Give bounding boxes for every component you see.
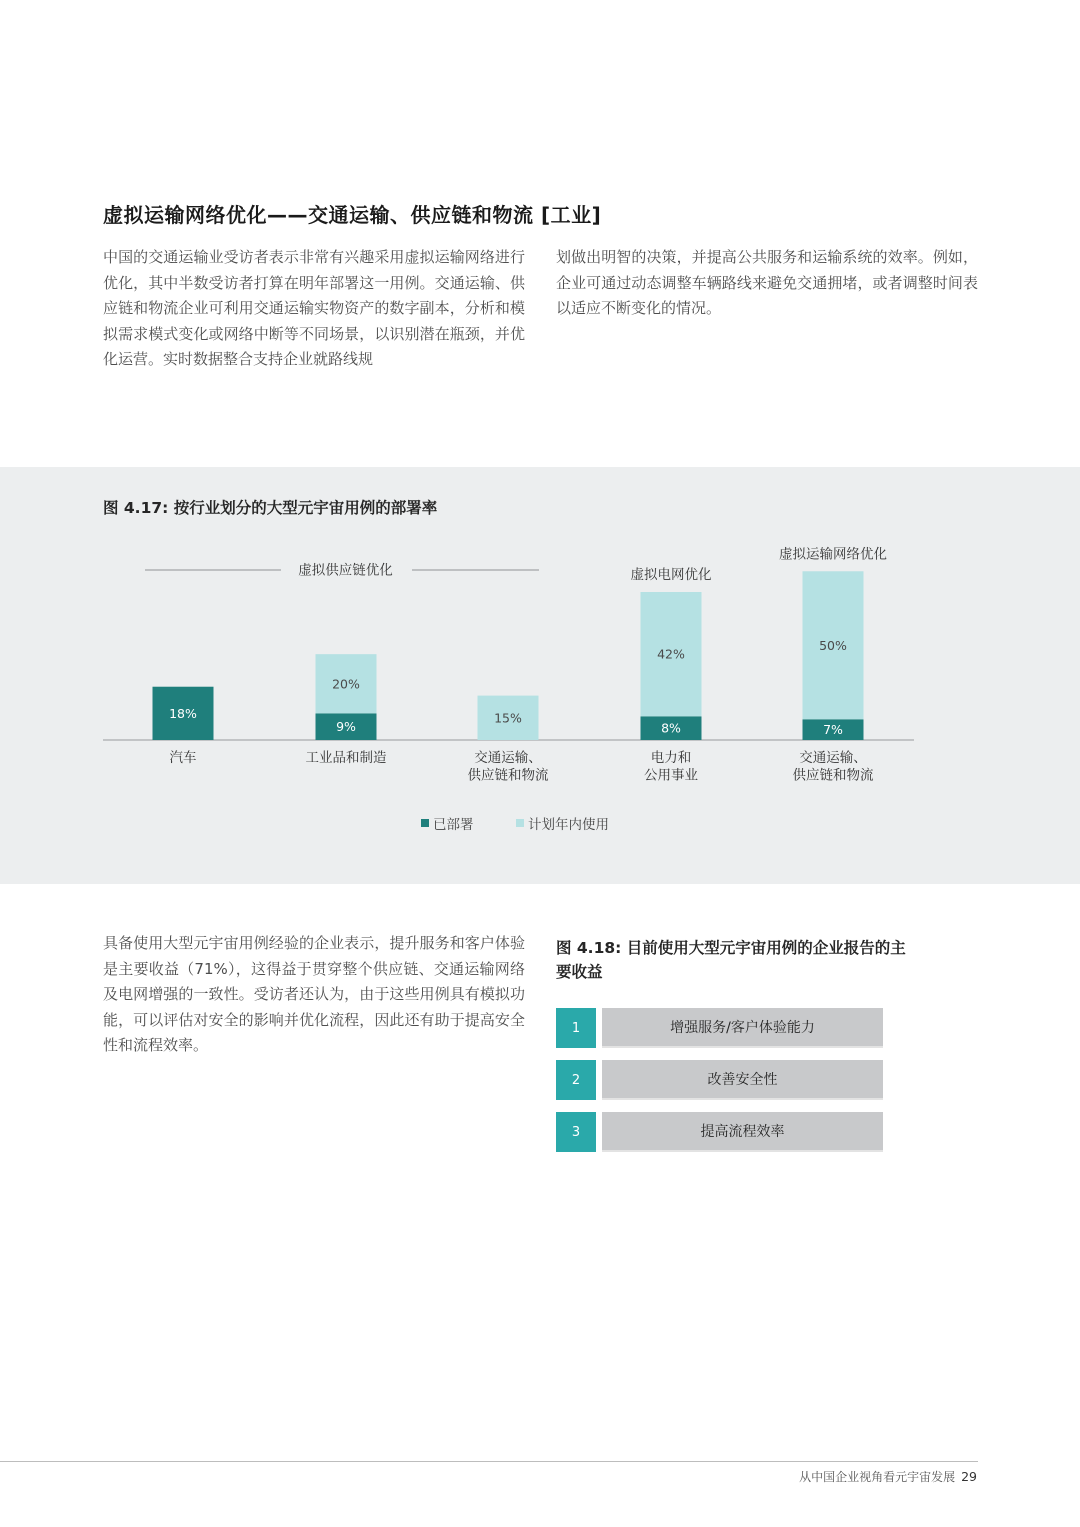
benefit-item xyxy=(556,1008,883,1048)
legend-label-planned: 计划年内使用 xyxy=(528,817,609,833)
bar-value-label: 42% xyxy=(657,646,685,662)
bar-value-label: 15% xyxy=(494,710,522,726)
benefit-label: 改善安全性 xyxy=(602,1060,883,1100)
body-paragraph-1: 中国的交通运输业受访者表示非常有兴趣采用虚拟运输网络进行优化，其中半数受访者打算在明年部署这一用例。交通运输、供应链和物流企业可利用交通运输实物资产的数字副本，分析和模拟需求模式变化或网络中断等不同场景，以识别潜在瓶颈，并优化运营。实时数据整合支持企业就路线规 xyxy=(103,248,525,368)
bar-value-label: 8% xyxy=(661,720,681,736)
category-label: 电力和 xyxy=(650,750,692,766)
group-label: 虚拟供应链优化 xyxy=(298,562,393,579)
benefit-item xyxy=(556,1112,883,1152)
benefit-label: 提高流程效率 xyxy=(602,1112,883,1152)
figure-4-17-title: 图 4.17: 按行业划分的大型元宇宙用例的部署率 xyxy=(103,499,438,517)
benefit-rank: 1 xyxy=(556,1008,596,1048)
benefit-item xyxy=(556,1060,883,1100)
category-label: 公用事业 xyxy=(644,767,698,784)
page-number: 29 xyxy=(961,1469,977,1484)
chart-legend xyxy=(0,813,1080,833)
group-label: 虚拟电网优化 xyxy=(630,567,712,583)
category-label: 供应链和物流 xyxy=(467,767,549,784)
benefit-label: 增强服务/客户体验能力 xyxy=(602,1008,883,1048)
category-label: 供应链和物流 xyxy=(792,767,874,784)
legend-swatch-deployed xyxy=(421,819,429,827)
bar-value-label: 50% xyxy=(819,637,847,653)
legend-swatch-planned xyxy=(516,819,524,827)
footer xyxy=(799,1468,977,1485)
footer-title: 从中国企业视角看元宇宙发展 xyxy=(799,1470,956,1484)
benefit-rank: 3 xyxy=(556,1112,596,1152)
benefit-rank: 2 xyxy=(556,1060,596,1100)
figure-4-18-title: 图 4.18: 目前使用大型元宇宙用例的企业报告的主要收益 xyxy=(556,939,906,981)
bar-value-label: 7% xyxy=(823,722,843,738)
bar-value-label: 20% xyxy=(332,676,360,692)
legend-item-planned xyxy=(516,813,609,833)
category-label: 汽车 xyxy=(169,750,197,766)
group-label: 虚拟运输网络优化 xyxy=(779,546,887,563)
category-label: 交通运输、 xyxy=(474,750,542,766)
bar-value-label: 9% xyxy=(336,719,356,735)
deployment-rate-chart xyxy=(0,467,1080,812)
body-paragraph-3: 具备使用大型元宇宙用例经验的企业表示，提升服务和客户体验是主要收益（71%），这得益于贯穿整个供应链、交通运输网络及电网增强的一致性。受访者还认为，由于这些用例具有模拟功能，可以评估对安全的影响并优化流程，因此还有助于提高安全性和流程效率。 xyxy=(103,934,525,1054)
body-paragraph-2: 划做出明智的决策，并提高公共服务和运输系统的效率。例如，企业可通过动态调整车辆路线来避免交通拥堵，或者调整时间表以适应不断变化的情况。 xyxy=(556,248,978,317)
footer-divider xyxy=(0,1461,978,1462)
section-title: 虚拟运输网络优化——交通运输、供应链和物流 [工业] xyxy=(103,203,602,227)
category-label: 交通运输、 xyxy=(799,750,867,766)
category-label: 工业品和制造 xyxy=(305,750,387,766)
legend-label-deployed: 已部署 xyxy=(433,817,474,833)
bar-value-label: 18% xyxy=(169,705,197,721)
legend-item-deployed xyxy=(421,813,474,833)
